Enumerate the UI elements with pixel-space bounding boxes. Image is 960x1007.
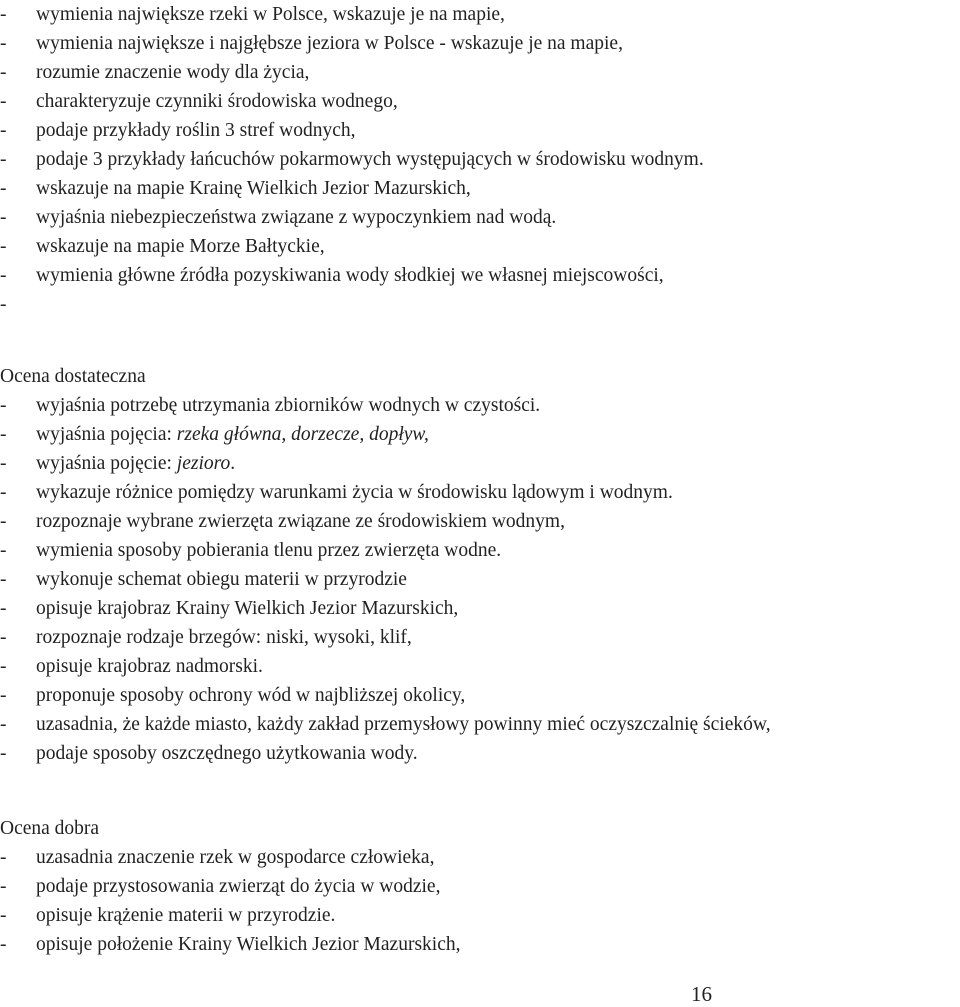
list-item-text — [36, 449, 235, 478]
list-item-text: podaje przykłady roślin 3 stref wodnych, — [36, 120, 356, 141]
list-item — [0, 449, 960, 478]
list-item — [0, 29, 960, 58]
bullet-dash: - — [0, 656, 7, 677]
list-item-text: uzasadnia znaczenie rzek w gospodarce człowieka, — [36, 847, 435, 868]
list-item-text: rozpoznaje rodzaje brzegów: niski, wysoki, klif, — [36, 627, 412, 648]
bullet-dash: - — [0, 395, 7, 416]
bullet-dash: - — [0, 743, 7, 764]
list-item-text: wskazuje na mapie Krainę Wielkich Jezior Mazurskich, — [36, 178, 471, 199]
list-item — [0, 594, 960, 623]
list-item — [0, 87, 960, 116]
section-heading: Ocena dostateczna — [0, 366, 146, 387]
list-item-text: proponuje sposoby ochrony wód w najbliższej okolicy, — [36, 685, 466, 706]
list-item — [0, 652, 960, 681]
list-item — [0, 58, 960, 87]
italic-terms: jezioro — [176, 453, 231, 474]
italic-terms: rzeka główna, dorzecze, dopływ, — [176, 424, 429, 445]
list-item — [0, 536, 960, 565]
list-item-text: wyjaśnia potrzebę utrzymania zbiorników wodnych w czystości. — [36, 395, 541, 416]
list-item-text: opisuje krążenie materii w przyrodzie. — [36, 905, 336, 926]
list-item-text: opisuje krajobraz Krainy Wielkich Jezior Mazurskich, — [36, 598, 459, 619]
list-item-text: rozpoznaje wybrane zwierzęta związane ze środowiskiem wodnym, — [36, 511, 565, 532]
list-item-text: wymienia największe rzeki w Polsce, wskazuje je na mapie, — [36, 4, 505, 25]
bullet-dash: - — [0, 876, 7, 897]
bullet-dash: - — [0, 424, 7, 445]
item-text-prefix: wyjaśnia pojęcie: — [36, 453, 177, 474]
list-item-text: wyjaśnia niebezpieczeństwa związane z wypoczynkiem nad wodą. — [36, 207, 557, 228]
list-item-text: wykazuje różnice pomiędzy warunkami życia w środowisku lądowym i wodnym. — [36, 482, 673, 503]
list-item-text: wymienia sposoby pobierania tlenu przez zwierzęta wodne. — [36, 540, 502, 561]
bullet-dash: - — [0, 511, 7, 532]
bullet-dash: - — [0, 294, 7, 315]
bullet-dash: - — [0, 847, 7, 868]
list-item-text: rozumie znaczenie wody dla życia, — [36, 62, 310, 83]
bullet-dash: - — [0, 540, 7, 561]
list-item-text: uzasadnia, że każde miasto, każdy zakład przemysłowy powinny mieć oczyszczalnię ścieków, — [36, 714, 771, 735]
bullet-dash: - — [0, 934, 7, 955]
list-item — [0, 174, 960, 203]
bullet-dash: - — [0, 714, 7, 735]
section-heading: Ocena dobra — [0, 818, 100, 839]
list-item — [0, 739, 960, 768]
bullet-dash: - — [0, 236, 7, 257]
list-item-text: podaje przystosowania zwierząt do życia w wodzie, — [36, 876, 441, 897]
list-item — [0, 290, 960, 319]
bullet-dash: - — [0, 569, 7, 590]
list-item-text: podaje 3 przykłady łańcuchów pokarmowych występujących w środowisku wodnym. — [36, 149, 704, 170]
list-item — [0, 930, 960, 959]
bullet-dash: - — [0, 685, 7, 706]
list-item — [0, 507, 960, 536]
list-item-text — [36, 420, 429, 449]
list-item-text: wykonuje schemat obiegu materii w przyrodzie — [36, 569, 407, 590]
list-item-text: wymienia największe i najgłębsze jeziora w Polsce - wskazuje je na mapie, — [36, 33, 623, 54]
list-section-1 — [0, 0, 960, 319]
list-item — [0, 565, 960, 594]
bullet-dash: - — [0, 62, 7, 83]
bullet-dash: - — [0, 905, 7, 926]
list-item-text: wskazuje na mapie Morze Bałtyckie, — [36, 236, 325, 257]
bullet-dash: - — [0, 207, 7, 228]
bullet-dash: - — [0, 598, 7, 619]
bullet-dash: - — [0, 482, 7, 503]
section-ocena-dostateczna — [0, 362, 960, 768]
list-item — [0, 478, 960, 507]
list-item — [0, 843, 960, 872]
item-text-prefix: wyjaśnia pojęcia: — [36, 424, 177, 445]
list-item — [0, 145, 960, 174]
list-item — [0, 681, 960, 710]
bullet-dash: - — [0, 91, 7, 112]
bullet-dash: - — [0, 4, 7, 25]
list-item — [0, 420, 960, 449]
list-item — [0, 623, 960, 652]
list-item — [0, 232, 960, 261]
list-item-text: charakteryzuje czynniki środowiska wodnego, — [36, 91, 398, 112]
bullet-dash: - — [0, 33, 7, 54]
list-item — [0, 203, 960, 232]
list-item — [0, 391, 960, 420]
bullet-dash: - — [0, 120, 7, 141]
list-item — [0, 710, 960, 739]
item-text-suffix: . — [230, 453, 236, 474]
list-item — [0, 116, 960, 145]
bullet-dash: - — [0, 453, 7, 474]
page-number: 16 — [691, 982, 712, 1006]
section-ocena-dobra — [0, 814, 960, 959]
list-item — [0, 0, 960, 29]
list-item — [0, 872, 960, 901]
list-item — [0, 901, 960, 930]
list-item-text: wymienia główne źródła pozyskiwania wody słodkiej we własnej miejscowości, — [36, 265, 664, 286]
list-item-text: opisuje położenie Krainy Wielkich Jezior Mazurskich, — [36, 934, 461, 955]
list-item — [0, 261, 960, 290]
bullet-dash: - — [0, 149, 7, 170]
list-item-text: podaje sposoby oszczędnego użytkowania wody. — [36, 743, 418, 764]
bullet-dash: - — [0, 178, 7, 199]
bullet-dash: - — [0, 627, 7, 648]
bullet-dash: - — [0, 265, 7, 286]
list-item-text: opisuje krajobraz nadmorski. — [36, 656, 263, 677]
